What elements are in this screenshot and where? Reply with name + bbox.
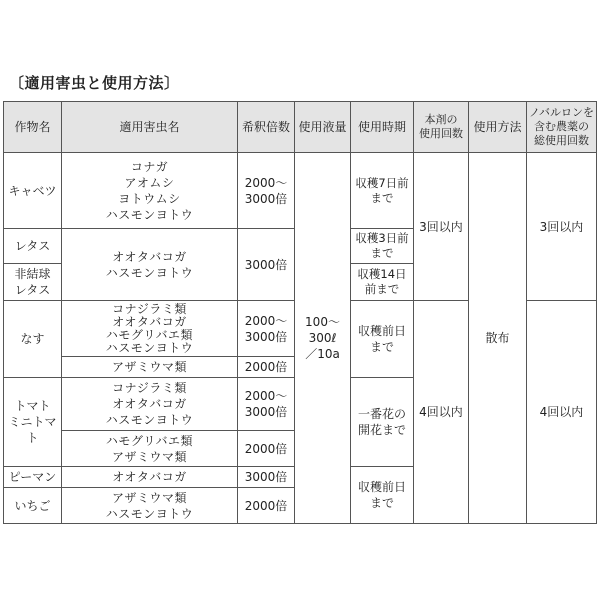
pest-cell: コナガ アオムシ ヨトウムシ ハスモンヨトウ [62,153,238,229]
crop-cell: キャベツ [4,153,62,229]
crop-cell: なす [4,301,62,378]
application-table [3,101,597,524]
table-row [4,153,597,229]
pest-cell: ハモグリバエ類 アザミウマ類 [62,431,238,467]
pest-cell: アザミウマ類 [62,357,238,378]
timing-cell: 収穫前日 まで [351,301,414,378]
header-count: 本剤の 使用回数 [414,102,469,153]
header-timing: 使用時期 [351,102,414,153]
timing-cell: 一番花の 開花まで [351,378,414,467]
pest-cell: コナジラミ類 オオタバコガ ハスモンヨトウ [62,378,238,431]
section-title: 〔適用害虫と使用方法〕 [9,74,180,92]
crop-cell: 非結球 レタス [4,264,62,301]
header-total: ノバルロンを 含む農薬の 総使用回数 [527,102,597,153]
count-cell: 4回以内 [414,301,469,524]
header-dilution: 希釈倍数 [238,102,295,153]
pest-cell: オオタバコガ ハスモンヨトウ [62,229,238,301]
timing-cell: 収穫前日 まで [351,467,414,524]
dilution-cell: 3000倍 [238,467,295,488]
crop-cell: ピーマン [4,467,62,488]
timing-cell: 収穫7日前 まで [351,153,414,229]
pest-cell: オオタバコガ [62,467,238,488]
dilution-cell: 2000～ 3000倍 [238,153,295,229]
header-volume: 使用液量 [295,102,351,153]
header-pest: 適用害虫名 [62,102,238,153]
timing-cell: 収穫3日前 まで [351,229,414,264]
crop-cell: レタス [4,229,62,264]
count-cell: 3回以内 [414,153,469,301]
dilution-cell: 2000～ 3000倍 [238,301,295,357]
timing-cell: 収穫14日 前まで [351,264,414,301]
dilution-cell: 2000～ 3000倍 [238,378,295,431]
dilution-cell: 2000倍 [238,431,295,467]
header-crop: 作物名 [4,102,62,153]
crop-cell: トマト ミニトマト [4,378,62,467]
pest-cell: コナジラミ類 オオタバコガ ハモグリバエ類 ハスモンヨトウ [62,301,238,357]
pest-cell: アザミウマ類 ハスモンヨトウ [62,488,238,524]
dilution-cell: 3000倍 [238,229,295,301]
volume-cell: 100～ 300ℓ ／10a [295,153,351,524]
header-row [4,102,597,153]
dilution-cell: 2000倍 [238,488,295,524]
method-cell: 散布 [469,153,527,524]
total-cell: 4回以内 [527,301,597,524]
dilution-cell: 2000倍 [238,357,295,378]
total-cell: 3回以内 [527,153,597,301]
header-method: 使用方法 [469,102,527,153]
crop-cell: いちご [4,488,62,524]
